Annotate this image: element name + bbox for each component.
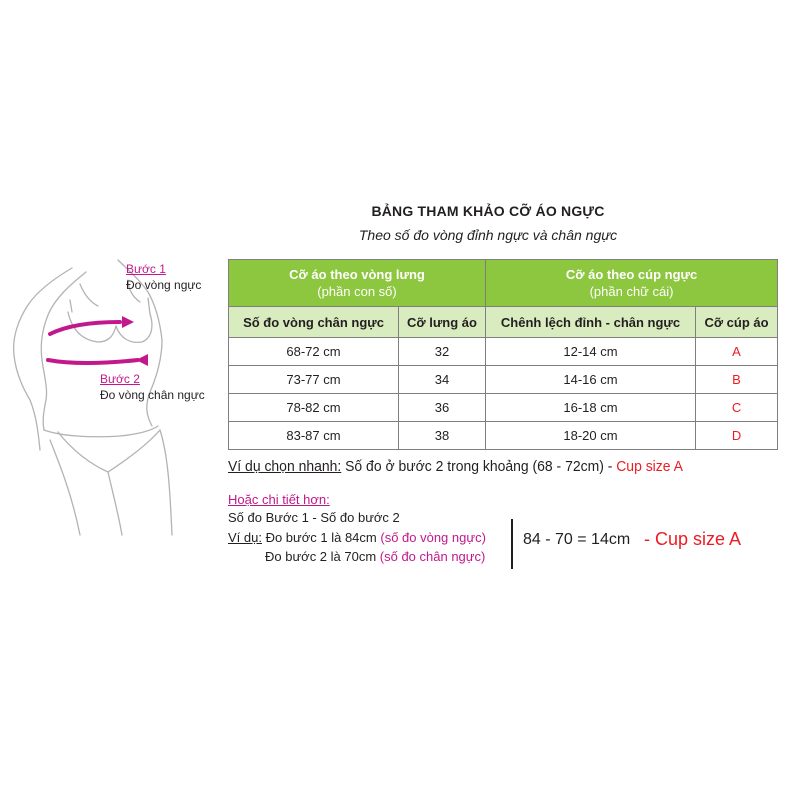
calculation: 84 - 70 = 14cm [523,531,631,548]
table-cell: 32 [399,338,486,366]
table-cell: 18-20 cm [486,422,696,450]
table-cell: 83-87 cm [229,422,399,450]
table-column-header-row [229,307,778,338]
quick-example-result: Cup size A [616,458,683,475]
cup-size-cell: A [696,338,778,366]
group-left-title: Cỡ áo theo vòng lưng [289,267,425,282]
quick-example-label: Ví dụ chọn nhanh: [228,458,342,475]
table-cell: 16-18 cm [486,394,696,422]
group-header-band-size [229,260,486,307]
table-group-header-row [229,260,778,307]
cup-size-cell: D [696,422,778,450]
detail-line2-note: (số đo chân ngực) [379,549,486,564]
size-table [228,259,778,450]
step2-description: Đo vòng chân ngực [100,388,205,402]
table-row [229,366,778,394]
table-cell: 38 [399,422,486,450]
detail-line2-text: Đo bước 2 là 70cm [265,549,380,564]
column-header: Cỡ cúp áo [696,307,778,338]
table-row [229,394,778,422]
table-cell: 12-14 cm [486,338,696,366]
detail-line1-note: (số đo vòng ngực) [380,530,486,545]
step1-label: Bước 1 [126,262,166,276]
group-right-title: Cỡ áo theo cúp ngực [565,267,698,282]
table-cell: 14-16 cm [486,366,696,394]
detail-heading: Hoặc chi tiết hơn: [228,492,330,507]
table-cell: 68-72 cm [229,338,399,366]
detail-example-label: Ví dụ: [228,530,262,545]
group-right-subtitle: (phần chữ cái) [589,284,674,299]
cup-size-cell: B [696,366,778,394]
cup-size-cell: C [696,394,778,422]
detail-line1-text: Đo bước 1 là 84cm [261,530,381,545]
detail-formula: Số đo Bước 1 - Số đo bước 2 [228,510,400,525]
detail-example-line2 [265,549,485,564]
page-subtitle: Theo số đo vòng đỉnh ngực và chân ngực [358,227,618,243]
table-cell: 36 [399,394,486,422]
column-header: Cỡ lưng áo [399,307,486,338]
table-cell: 78-82 cm [229,394,399,422]
group-header-cup-size [486,260,778,307]
table-cell: 73-77 cm [229,366,399,394]
table-row [229,422,778,450]
page-title: BẢNG THAM KHẢO CỠ ÁO NGỰC [371,203,605,219]
column-header: Chênh lệch đỉnh - chân ngực [486,307,696,338]
divider-line [511,519,513,569]
quick-example [228,458,683,475]
quick-example-text: Số đo ở bước 2 trong khoảng (68 - 72cm) - [341,458,617,475]
step2-label: Bước 2 [100,372,140,386]
table-row [229,338,778,366]
calculation-result: - Cup size A [644,529,742,549]
table-cell: 34 [399,366,486,394]
column-header: Số đo vòng chân ngực [229,307,399,338]
group-left-subtitle: (phần con số) [317,284,397,299]
step1-description: Đo vòng ngực [126,278,202,292]
detail-example-line1 [228,530,486,545]
